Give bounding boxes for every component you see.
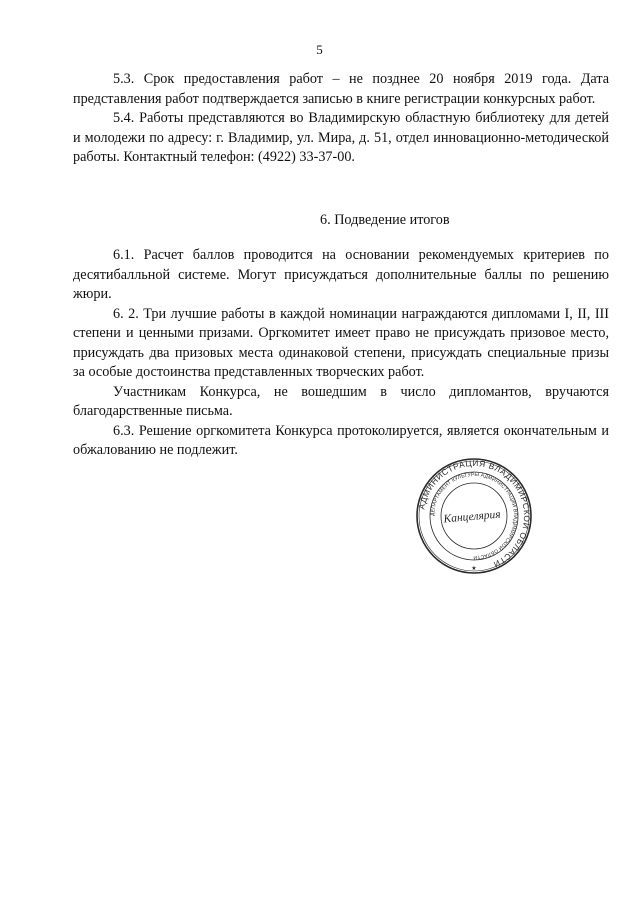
stamp-inner-text: ДЕПАРТАМЕНТ КУЛЬТУРЫ АДМИНИСТРАЦИИ ВЛАДИМИРСКОЙ ОБЛАСТИ <box>429 471 519 561</box>
section-6-text <box>73 246 609 461</box>
paragraph-5-4: 5.4. Работы представляются во Владимирскую областную библиотеку для детей и молодежи по адресу: г. Владимир, ул. Мира, д. 51, отдел инновационно-методической работы. Контактный телефон: (4922) 33-37-00. <box>73 110 609 165</box>
stamp-outer-text: АДМИНИСТРАЦИЯ ВЛАДИМИРСКОЙ ОБЛАСТИ <box>416 457 533 570</box>
paragraph-6-2-participants: Участникам Конкурса, не вошедшим в число дипломантов, вручаются благодарственные письма. <box>73 383 609 419</box>
section-6-heading: 6. Подведение итогов <box>320 212 450 228</box>
page-number: 5 <box>316 42 323 57</box>
stamp-star-icon: ★ <box>471 566 477 572</box>
stamp-center-text: Канцелярия <box>443 508 502 526</box>
paragraph-5-3: 5.3. Срок предоставления работ – не позднее 20 ноября 2019 года. Дата представления работ подтверждается записью в книге регистрации конкурсных работ. <box>73 71 609 107</box>
section-5-text <box>73 70 609 168</box>
paragraph-6-2: 6. 2. Три лучшие работы в каждой номинации награждаются дипломами I, II, III степени и ценными призами. Оргкомитет имеет право не присуждать призовое место, присуждать два призовых места одинаковой степени, присуждать специальные призы за особые достоинства представленных творческих работ. <box>73 305 609 380</box>
paragraph-6-3: 6.3. Решение оргкомитета Конкурса протоколируется, является окончательным и обжалованию не подлежит. <box>73 422 609 458</box>
office-stamp <box>414 456 534 576</box>
paragraph-6-1: 6.1. Расчет баллов проводится на основании рекомендуемых критериев по десятибалльной системе. Могут присуждаться дополнительные баллы по решению жюри. <box>73 247 609 302</box>
stamp-seal-icon <box>414 456 534 576</box>
